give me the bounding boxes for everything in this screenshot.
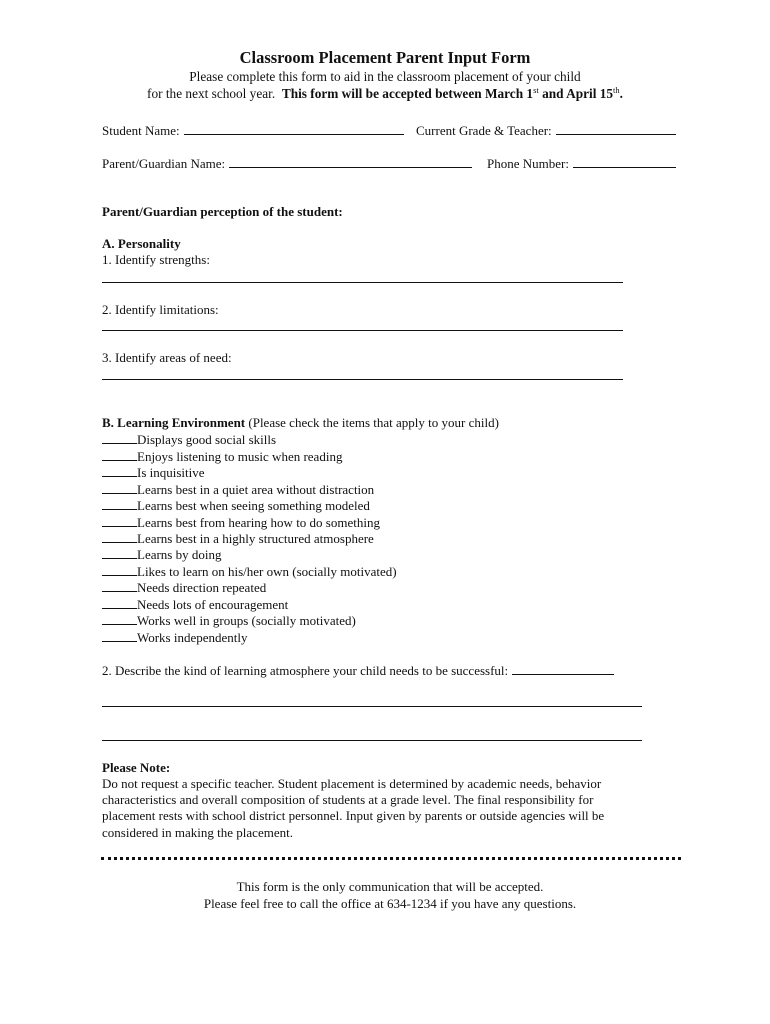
phone-label: Phone Number:: [487, 156, 569, 171]
describe-answer-line[interactable]: [102, 706, 642, 707]
checklist-item: [102, 530, 374, 547]
checklist-item: [102, 629, 248, 646]
subtitle-prefix: for the next school year.: [147, 86, 276, 101]
phone-row: [487, 154, 676, 172]
question-limitations: 2. Identify limitations:: [102, 302, 219, 317]
checklist-item: [102, 563, 397, 580]
checklist-label: Displays good social skills: [137, 432, 277, 447]
describe-atmosphere-field[interactable]: [512, 661, 614, 675]
check-blank[interactable]: [102, 497, 137, 510]
checklist-label: Learns by doing: [137, 547, 222, 562]
check-blank[interactable]: [102, 596, 137, 609]
section-a-heading: A. Personality: [102, 236, 181, 251]
checklist-label: Learns best when seeing something modeled: [137, 498, 370, 513]
footer-line1: This form is the only communication that will be accepted.: [236, 879, 544, 894]
checklist-item: [102, 596, 288, 613]
checklist-label: Needs direction repeated: [137, 580, 267, 595]
checklist-label: Works independently: [137, 629, 248, 645]
learning-environment-note: (Please check the items that apply to your child): [245, 415, 499, 430]
checklist-item: [102, 514, 380, 531]
please-note-heading: Please Note:: [102, 760, 171, 775]
learning-environment-title: B. Learning Environment: [102, 415, 246, 430]
describe-atmosphere-row: [102, 661, 614, 679]
check-blank[interactable]: [102, 481, 137, 494]
sup-th: th: [613, 85, 620, 95]
note-line: considered in making the placement.: [102, 825, 293, 840]
sup-st: st: [533, 85, 539, 95]
check-blank[interactable]: [102, 546, 137, 559]
checklist-label: Learns best in a highly structured atmosphere: [137, 531, 374, 546]
check-blank[interactable]: [102, 431, 137, 444]
check-blank[interactable]: [102, 530, 137, 543]
check-blank[interactable]: [102, 629, 137, 642]
describe-answer-line[interactable]: [102, 740, 642, 741]
subtitle-end: .: [619, 86, 623, 101]
checklist-label: Likes to learn on his/her own (socially motivated): [137, 563, 397, 579]
check-blank[interactable]: [102, 579, 137, 592]
student-name-label: Student Name:: [102, 123, 180, 138]
checklist-item: [102, 612, 356, 629]
question-strengths: 1. Identify strengths:: [102, 252, 210, 267]
phone-field[interactable]: [573, 154, 676, 168]
dotted-divider: [101, 857, 681, 860]
form-title: Classroom Placement Parent Input Form: [239, 48, 531, 67]
checklist-label: Works well in groups (socially motivated): [137, 613, 356, 628]
check-blank[interactable]: [102, 563, 137, 576]
describe-atmosphere-question: 2. Describe the kind of learning atmosphere your child needs to be successful:: [102, 663, 509, 678]
checklist-item: [102, 448, 342, 465]
checklist-label: Learns best in a quiet area without distraction: [137, 481, 375, 497]
strengths-answer-line[interactable]: [102, 282, 623, 283]
subtitle-bold-b: and April 15: [538, 86, 614, 101]
subtitle-bold-a: This form will be accepted between March 1: [281, 86, 534, 101]
parent-name-row: [102, 154, 472, 172]
current-grade-label: Current Grade & Teacher:: [416, 123, 552, 138]
checklist-label: Enjoys listening to music when reading: [137, 448, 343, 464]
checklist-item: [102, 579, 266, 596]
perception-heading: Parent/Guardian perception of the student:: [102, 204, 343, 219]
question-areas-of-need: 3. Identify areas of need:: [102, 350, 232, 365]
student-name-row: [102, 121, 404, 139]
check-blank[interactable]: [102, 612, 137, 625]
checklist-item: [102, 431, 276, 448]
checklist-label: Needs lots of encouragement: [137, 596, 289, 612]
current-grade-field[interactable]: [556, 121, 676, 135]
parent-name-field[interactable]: [229, 154, 472, 168]
checklist-item: [102, 481, 374, 498]
checklist-item: [102, 546, 221, 563]
checklist-label: Learns best from hearing how to do something: [137, 514, 380, 530]
check-blank[interactable]: [102, 514, 137, 527]
footer-line2: Please feel free to call the office at 634-1234 if you have any questions.: [203, 896, 577, 911]
parent-name-label: Parent/Guardian Name:: [102, 156, 226, 171]
checklist-item: [102, 497, 370, 514]
note-line: Do not request a specific teacher. Student placement is determined by academic needs, behavior: [102, 776, 602, 791]
check-blank[interactable]: [102, 448, 137, 461]
current-grade-row: [416, 121, 676, 139]
check-blank[interactable]: [102, 464, 137, 477]
student-name-field[interactable]: [184, 121, 404, 135]
form-subtitle-line1: Please complete this form to aid in the classroom placement of your child: [189, 69, 581, 84]
checklist-item: [102, 464, 205, 481]
limitations-answer-line[interactable]: [102, 330, 623, 331]
note-line: characteristics and overall composition of students at a grade level. The final responsibility for: [102, 792, 594, 807]
learning-environment-heading: [102, 415, 499, 431]
checklist-label: Is inquisitive: [137, 465, 205, 480]
form-subtitle-line2: [0, 86, 770, 102]
note-line: placement rests with school district personnel. Input given by parents or outside agencies will be: [102, 808, 605, 823]
areas-of-need-answer-line[interactable]: [102, 379, 623, 380]
